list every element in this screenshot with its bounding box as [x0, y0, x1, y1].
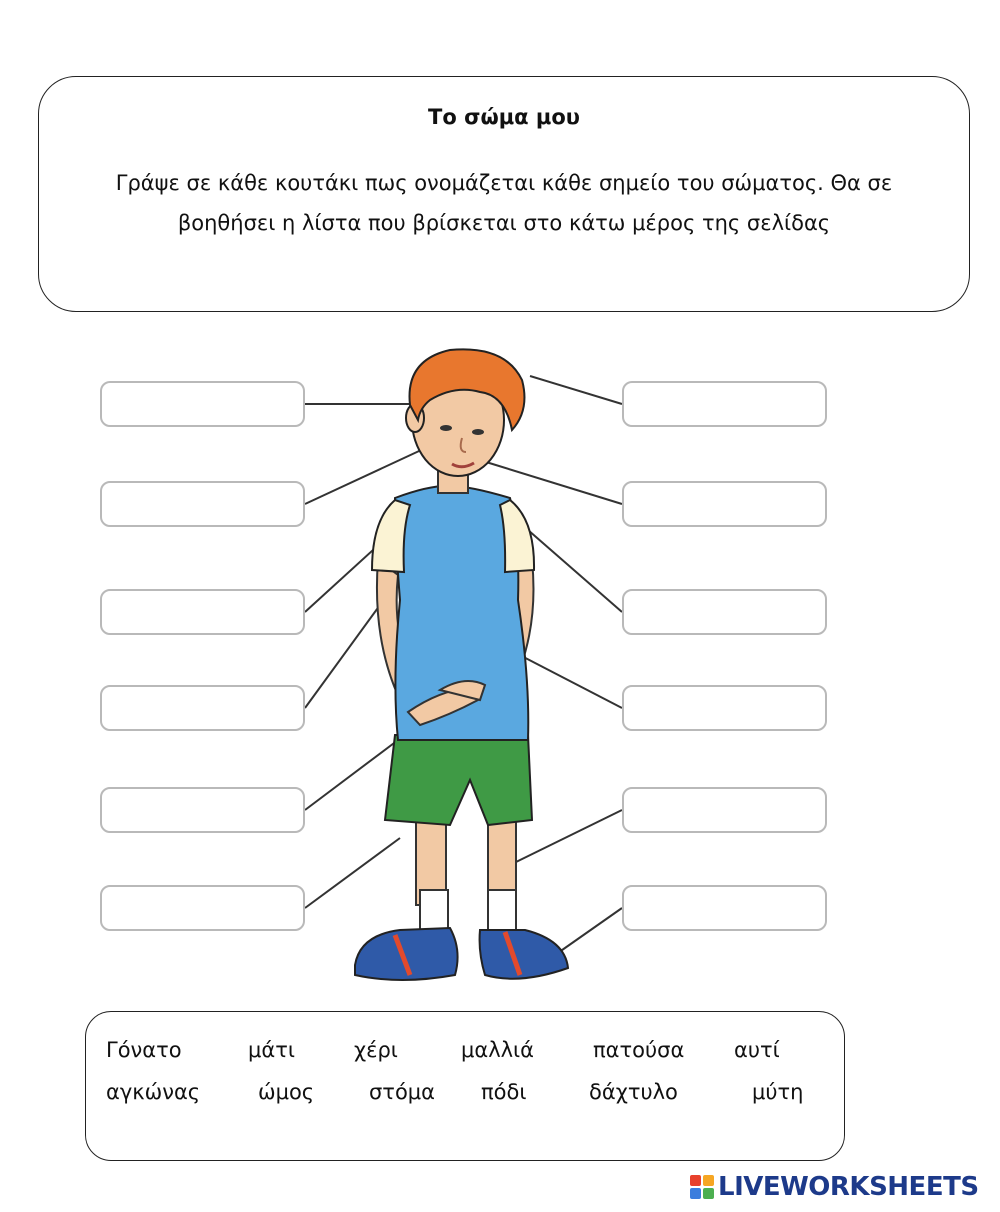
answer-box-left-5[interactable] [100, 787, 305, 833]
answer-input[interactable] [624, 483, 825, 525]
answer-box-left-1[interactable] [100, 381, 305, 427]
answer-box-right-2[interactable] [622, 481, 827, 527]
answer-input[interactable] [624, 789, 825, 831]
worksheet-title: Το σώμα μου [428, 105, 580, 129]
word-bank-item: πόδι [481, 1080, 527, 1104]
word-bank-item: μάτι [248, 1038, 295, 1062]
answer-box-right-6[interactable] [622, 885, 827, 931]
hands [408, 681, 485, 725]
left-sleeve [372, 500, 410, 572]
answer-box-right-5[interactable] [622, 787, 827, 833]
answer-input[interactable] [102, 687, 303, 729]
word-bank-item: χέρι [354, 1038, 398, 1062]
answer-input[interactable] [624, 383, 825, 425]
answer-input[interactable] [102, 789, 303, 831]
ear [406, 404, 424, 432]
instructions-panel [38, 76, 970, 312]
logo-square-4 [703, 1188, 714, 1199]
word-bank-item: μαλλιά [461, 1038, 535, 1062]
eye-right [472, 429, 484, 435]
answer-box-left-4[interactable] [100, 685, 305, 731]
answer-box-left-6[interactable] [100, 885, 305, 931]
word-bank-item: μύτη [752, 1080, 804, 1104]
hair [410, 349, 525, 430]
word-bank-item: ώμος [258, 1080, 315, 1104]
word-bank-item: στόμα [369, 1080, 436, 1104]
word-bank-item: Γόνατο [106, 1038, 182, 1062]
answer-box-right-4[interactable] [622, 685, 827, 731]
arms [377, 560, 534, 715]
mouth [452, 463, 474, 467]
word-bank-item: πατούσα [593, 1038, 685, 1062]
instructions-line-1: Γράψε σε κάθε κουτάκι πως ονομάζεται κάθε σημείο του σώματος. Θα σε [115, 171, 893, 195]
word-bank-item: αγκώνας [106, 1080, 201, 1104]
answer-input[interactable] [102, 887, 303, 929]
shirt [395, 486, 528, 740]
right-sleeve [500, 500, 534, 572]
answer-input[interactable] [624, 687, 825, 729]
answer-input[interactable] [624, 591, 825, 633]
instructions-text [59, 163, 949, 243]
head [412, 364, 504, 476]
liveworksheets-logo-icon [690, 1175, 714, 1199]
logo-square-2 [703, 1175, 714, 1186]
shoes [355, 928, 568, 980]
logo-square-3 [690, 1188, 701, 1199]
neck [438, 468, 468, 493]
answer-box-right-3[interactable] [622, 589, 827, 635]
answer-input[interactable] [624, 887, 825, 929]
instructions-line-2: βοηθήσει η λίστα που βρίσκεται στο κάτω μέρος της σελίδας [177, 211, 831, 235]
answer-box-right-1[interactable] [622, 381, 827, 427]
nose [461, 438, 466, 452]
legs [416, 820, 516, 930]
word-bank [85, 1011, 845, 1161]
liveworksheets-branding [690, 1172, 979, 1202]
word-bank-item: αυτί [734, 1038, 780, 1062]
logo-square-1 [690, 1175, 701, 1186]
leader-lines [305, 376, 622, 955]
answer-input[interactable] [102, 591, 303, 633]
brand-name: LIVEWORKSHEETS [718, 1172, 979, 1202]
answer-input[interactable] [102, 483, 303, 525]
shorts [385, 735, 532, 825]
answer-box-left-3[interactable] [100, 589, 305, 635]
answer-input[interactable] [102, 383, 303, 425]
answer-box-left-2[interactable] [100, 481, 305, 527]
eye-left [440, 425, 452, 431]
word-bank-item: δάχτυλο [589, 1080, 678, 1104]
